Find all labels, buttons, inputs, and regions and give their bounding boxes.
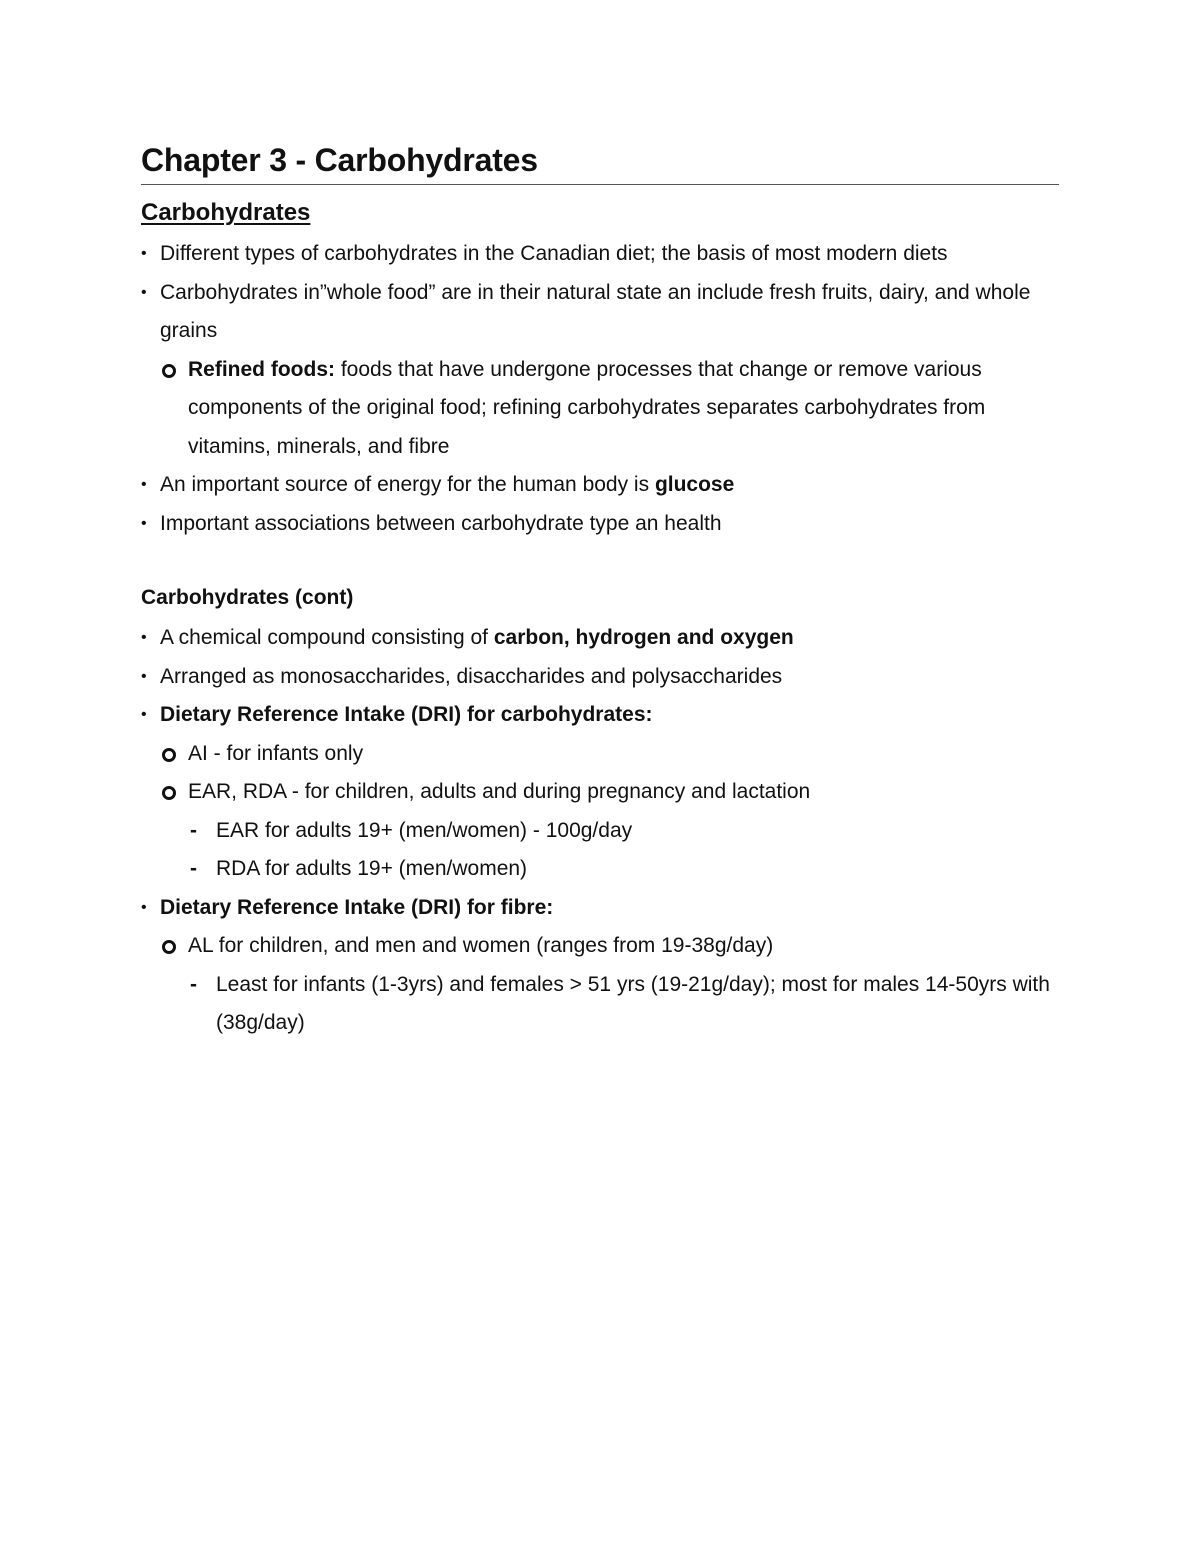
- list-item-text: AL for children, and men and women (ranges from 19-38g/day): [188, 934, 774, 957]
- list-item-text: Different types of carbohydrates in the Canadian diet; the basis of most modern diets: [160, 242, 948, 265]
- bullet-dot-icon: •: [141, 629, 147, 646]
- list-item-text: Arranged as monosaccharides, disaccharides and polysaccharides: [160, 664, 783, 688]
- sub-sub-list: [188, 966, 1059, 1043]
- bullet-ring-icon: [162, 786, 176, 800]
- bullet-dot-icon: •: [141, 706, 147, 723]
- term-elements: carbon, hydrogen and oxygen: [493, 626, 794, 649]
- term-glucose: glucose: [654, 473, 735, 496]
- bullet-dash-icon: -: [190, 857, 197, 880]
- list-item-text: A chemical compound consisting of: [160, 626, 494, 649]
- list-item: [188, 812, 1059, 851]
- bullet-ring-icon: [162, 364, 176, 378]
- bullet-ring-icon: [162, 940, 176, 954]
- list-item: [141, 505, 1059, 544]
- list-item-text: Important associations between carbohydrate type an health: [160, 511, 722, 535]
- list-item: [141, 235, 1059, 274]
- section-title-carbohydrates: Carbohydrates: [141, 199, 311, 226]
- list-item: [141, 889, 1059, 1043]
- sub-list: [160, 735, 1059, 889]
- list-item: [160, 351, 1059, 467]
- term-refined-foods: Refined foods:: [188, 357, 335, 381]
- list-item: [141, 466, 1059, 505]
- list-item: [160, 773, 1059, 889]
- sub-list: [160, 927, 1059, 1043]
- list-item-text: Least for infants (1-3yrs) and females > 51 yrs (19-21g/day); most for males 14-50yrs with (38g/day): [216, 972, 1050, 1034]
- chapter-title: Chapter 3 - Carbohydrates: [141, 140, 1059, 185]
- document-page: [141, 140, 1059, 1043]
- list-item-text: Carbohydrates in”whole food” are in their natural state an include fresh fruits, dairy, and whole grains: [160, 280, 1031, 342]
- list-item: [160, 735, 1059, 774]
- bullet-dot-icon: •: [141, 476, 147, 493]
- section2-list: [141, 619, 1059, 1043]
- list-item: [141, 658, 1059, 697]
- bullet-dash-icon: -: [190, 972, 197, 996]
- sub-sub-list: [188, 812, 1059, 889]
- bullet-dot-icon: •: [141, 514, 147, 532]
- list-item-text: An important source of energy for the human body is: [160, 473, 655, 496]
- section1-list: [141, 235, 1059, 543]
- list-item: [141, 696, 1059, 889]
- list-item: [188, 966, 1059, 1043]
- bullet-dash-icon: -: [190, 818, 197, 842]
- dri-carbohydrates-heading: Dietary Reference Intake (DRI) for carbohydrates:: [160, 703, 653, 726]
- dri-fibre-heading: Dietary Reference Intake (DRI) for fibre:: [160, 895, 554, 919]
- bullet-dot-icon: •: [141, 245, 147, 262]
- section-title-carbohydrates-cont: Carbohydrates (cont): [141, 586, 354, 609]
- list-item: [188, 850, 1059, 889]
- list-item-text: EAR for adults 19+ (men/women) - 100g/day: [216, 818, 633, 842]
- list-item: [141, 619, 1059, 658]
- list-item-text: AI - for infants only: [188, 741, 364, 765]
- list-item-text: EAR, RDA - for children, adults and during pregnancy and lactation: [188, 780, 811, 803]
- list-item: [160, 927, 1059, 1043]
- bullet-dot-icon: •: [141, 667, 147, 685]
- bullet-dot-icon: •: [141, 898, 147, 916]
- list-item-text: foods that have undergone processes that change or remove various components of the original food; refining carbohydrates separates carbohydrates from vitamins, minerals, and fibre: [188, 357, 986, 458]
- list-item-text: RDA for adults 19+ (men/women): [216, 857, 528, 880]
- list-item: [141, 274, 1059, 467]
- bullet-ring-icon: [162, 748, 176, 762]
- bullet-dot-icon: •: [141, 283, 147, 301]
- sub-list: [160, 351, 1059, 467]
